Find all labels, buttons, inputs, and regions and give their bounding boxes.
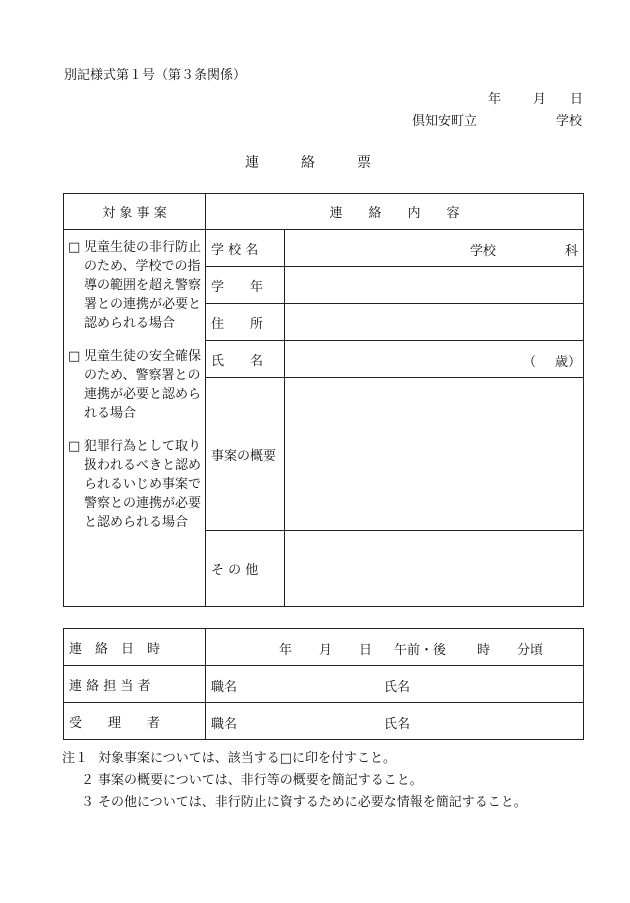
datetime-minute: 分頃 <box>517 643 544 658</box>
name-field[interactable] <box>285 341 584 378</box>
age-close: 歳） <box>555 355 582 370</box>
grade-label-cell <box>206 267 285 304</box>
note-number: ２ <box>80 773 94 788</box>
case-item-3[interactable] <box>68 437 201 532</box>
summary-field[interactable] <box>285 378 584 531</box>
contact-person-name: 氏名 <box>384 680 411 695</box>
note-text: 対象事案については、該当する□に印を付すこと。 <box>98 751 397 766</box>
contact-person-label: 連 絡 担 当 者 <box>69 678 151 694</box>
grade-label: 学 年 <box>211 279 264 295</box>
date-month: 月 <box>533 92 547 107</box>
school-name-course: 科 <box>565 244 579 259</box>
school-prefix: 倶知安町立 <box>412 114 478 129</box>
contact-table <box>63 628 584 740</box>
note-text: その他については、非行防止に資するために必要な情報を簡記すること。 <box>98 795 527 810</box>
content-header-label: 連 絡 内 容 <box>329 206 460 221</box>
checkbox-icon[interactable]: □ <box>68 439 81 454</box>
datetime-field[interactable] <box>206 629 584 666</box>
age-open: （ <box>523 355 537 370</box>
summary-label-cell <box>206 378 285 531</box>
datetime-label: 連 絡 日 時 <box>69 641 161 657</box>
datetime-hour: 時 <box>477 643 491 658</box>
other-label-cell <box>206 531 285 607</box>
school-name-label: 学 校 名 <box>211 242 259 258</box>
address-label: 住 所 <box>211 316 264 332</box>
datetime-label-cell <box>64 629 206 666</box>
case-item-1[interactable] <box>68 238 201 333</box>
contact-person-field[interactable] <box>206 666 584 703</box>
case-list-cell <box>64 230 206 607</box>
datetime-month: 月 <box>319 643 333 658</box>
receiver-field[interactable] <box>206 703 584 740</box>
case-item-2[interactable] <box>68 347 201 423</box>
grade-field[interactable] <box>285 267 584 304</box>
address-field[interactable] <box>285 304 584 341</box>
checkbox-icon[interactable]: □ <box>68 349 81 364</box>
school-suffix: 学校 <box>556 114 583 129</box>
note-number: ３ <box>80 795 94 810</box>
address-label-cell <box>206 304 285 341</box>
receiver-post: 職名 <box>211 717 238 732</box>
page-title: 連 絡 票 <box>245 155 371 171</box>
note-3 <box>62 792 527 814</box>
receiver-label-cell <box>64 703 206 740</box>
main-table <box>63 193 584 607</box>
datetime-year: 年 <box>279 643 293 658</box>
case-item-text: 犯罪行為として取り扱われるべきと認められるいじめ事案で警察との連携が必要と認められる場合 <box>84 439 202 530</box>
case-item-text: 児童生徒の非行防止のため、学校での指導の範囲を超え警察署との連携が必要と認められる場合 <box>84 240 202 331</box>
content-header <box>206 194 584 230</box>
school-name-school: 学校 <box>470 244 497 259</box>
receiver-label: 受 理 者 <box>69 715 161 731</box>
summary-label: 事案の概要 <box>211 448 277 464</box>
date-year: 年 <box>488 92 502 107</box>
name-label: 氏 名 <box>211 353 264 369</box>
note-2 <box>62 770 527 792</box>
note-number: 注１ <box>62 751 89 766</box>
school-name-field[interactable] <box>285 230 584 267</box>
form-number: 別記様式第１号（第３条関係） <box>64 68 247 83</box>
contact-person-label-cell <box>64 666 206 703</box>
receiver-name: 氏名 <box>384 717 411 732</box>
notes <box>62 748 527 814</box>
note-text: 事案の概要については、非行等の概要を簡記すること。 <box>98 773 423 788</box>
case-item-text: 児童生徒の安全確保のため、警察署との連携が必要と認められる場合 <box>84 349 202 421</box>
contact-person-post: 職名 <box>211 680 238 695</box>
datetime-day: 日 <box>359 643 373 658</box>
note-1 <box>62 748 527 770</box>
other-field[interactable] <box>285 531 584 607</box>
case-header <box>64 194 206 230</box>
name-label-cell <box>206 341 285 378</box>
school-name-label-cell <box>206 230 285 267</box>
datetime-ampm: 午前・後 <box>394 643 447 658</box>
checkbox-icon[interactable]: □ <box>68 240 81 255</box>
case-header-label: 対 象 事 案 <box>102 206 167 221</box>
other-label: そ の 他 <box>211 563 259 578</box>
date-day: 日 <box>570 92 584 107</box>
